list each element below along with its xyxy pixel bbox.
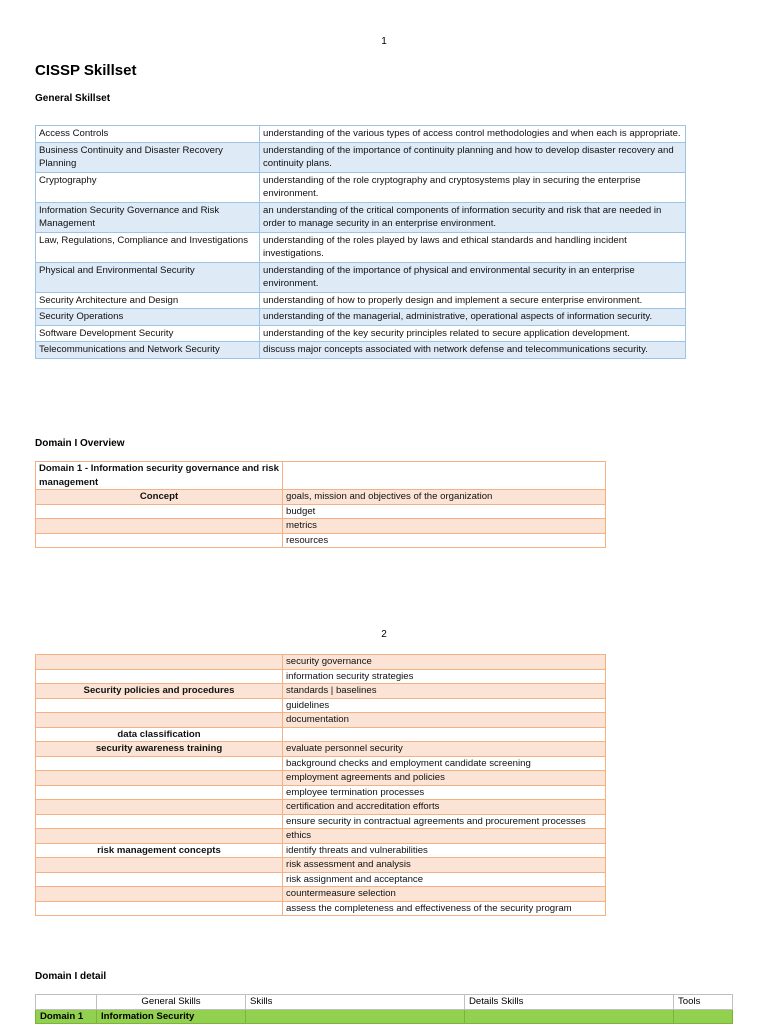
table-row <box>36 858 606 873</box>
header-cell: Skills <box>246 995 465 1010</box>
concept-cell <box>36 800 283 815</box>
table-row <box>36 887 606 902</box>
skill-domain: Physical and Environmental Security <box>36 262 260 292</box>
concept-cell <box>36 655 283 670</box>
table-row <box>36 756 606 771</box>
concept-cell <box>36 669 283 684</box>
table-cell <box>246 1009 465 1024</box>
skill-description: understanding of the importance of physical and environmental security in an enterprise environment. <box>260 262 686 292</box>
concept-cell <box>36 872 283 887</box>
table-row <box>36 142 686 172</box>
table-row <box>36 829 606 844</box>
general-skillset-heading: General Skillset <box>35 93 111 104</box>
item-cell: ethics <box>283 829 606 844</box>
concept-cell <box>36 519 283 534</box>
concept-cell: Security policies and procedures <box>36 684 283 699</box>
page-number: 2 <box>381 629 387 640</box>
table-row <box>36 684 606 699</box>
page-number: 1 <box>381 36 387 47</box>
table-cell <box>283 462 606 490</box>
concept-cell <box>36 814 283 829</box>
skill-description: understanding of the importance of continuity planning and how to develop disaster recovery and continuity plans. <box>260 142 686 172</box>
domain-overview-heading: Domain I Overview <box>35 438 125 449</box>
item-cell: information security strategies <box>283 669 606 684</box>
concept-cell <box>36 771 283 786</box>
skill-domain: Business Continuity and Disaster Recovery Planning <box>36 142 260 172</box>
skill-description: understanding of the managerial, administrative, operational aspects of information security. <box>260 309 686 326</box>
header-cell <box>36 995 97 1010</box>
skill-domain: Telecommunications and Network Security <box>36 342 260 359</box>
item-cell <box>283 727 606 742</box>
table-row <box>36 785 606 800</box>
table-row <box>36 232 686 262</box>
item-cell: risk assignment and acceptance <box>283 872 606 887</box>
skill-description: understanding of the roles played by laws and ethical standards and handling incident investigations. <box>260 232 686 262</box>
skill-description: understanding of the role cryptography and cryptosystems play in securing the enterprise environment. <box>260 172 686 202</box>
table-row <box>36 742 606 757</box>
table-row <box>36 462 606 490</box>
table-row <box>36 325 686 342</box>
document-title: CISSP Skillset <box>35 62 137 79</box>
table-cell: Information Security <box>97 1009 246 1024</box>
item-cell: resources <box>283 533 606 548</box>
item-cell: ensure security in contractual agreements and procurement processes <box>283 814 606 829</box>
table-row <box>36 800 606 815</box>
domain1-overview-table-continued <box>35 654 606 916</box>
table-row <box>36 655 606 670</box>
table-cell <box>465 1009 674 1024</box>
table-row <box>36 504 606 519</box>
concept-cell <box>36 901 283 916</box>
table-row <box>36 713 606 728</box>
item-cell: identify threats and vulnerabilities <box>283 843 606 858</box>
table-row <box>36 1009 733 1024</box>
table-row <box>36 814 606 829</box>
general-skillset-table <box>35 125 686 359</box>
table-row <box>36 872 606 887</box>
skill-description: an understanding of the critical components of information security and risk that are needed in order to manage security in an enterprise environment. <box>260 202 686 232</box>
item-cell: assess the completeness and effectiveness of the security program <box>283 901 606 916</box>
table-row <box>36 901 606 916</box>
item-cell: employee termination processes <box>283 785 606 800</box>
skill-domain: Law, Regulations, Compliance and Investigations <box>36 232 260 262</box>
table-row <box>36 490 606 505</box>
skill-domain: Information Security Governance and Risk Management <box>36 202 260 232</box>
skill-domain: Cryptography <box>36 172 260 202</box>
header-cell: Tools <box>674 995 733 1010</box>
table-row <box>36 172 686 202</box>
concept-cell: security awareness training <box>36 742 283 757</box>
item-cell: documentation <box>283 713 606 728</box>
concept-cell: Concept <box>36 490 283 505</box>
concept-cell: risk management concepts <box>36 843 283 858</box>
concept-cell <box>36 698 283 713</box>
table-row <box>36 292 686 309</box>
concept-cell <box>36 785 283 800</box>
item-cell: employment agreements and policies <box>283 771 606 786</box>
table-row <box>36 771 606 786</box>
table-row <box>36 669 606 684</box>
concept-cell <box>36 858 283 873</box>
item-cell: background checks and employment candidate screening <box>283 756 606 771</box>
concept-cell <box>36 504 283 519</box>
concept-cell <box>36 756 283 771</box>
table-cell <box>674 1009 733 1024</box>
table-row <box>36 843 606 858</box>
table-row <box>36 519 606 534</box>
skill-description: understanding of the various types of access control methodologies and when each is appropriate. <box>260 126 686 143</box>
table-row <box>36 342 686 359</box>
concept-cell <box>36 829 283 844</box>
item-cell: evaluate personnel security <box>283 742 606 757</box>
skill-description: discuss major concepts associated with network defense and telecommunications security. <box>260 342 686 359</box>
item-cell: risk assessment and analysis <box>283 858 606 873</box>
skill-description: understanding of how to properly design and implement a secure enterprise environment. <box>260 292 686 309</box>
item-cell: standards | baselines <box>283 684 606 699</box>
item-cell: budget <box>283 504 606 519</box>
table-header-row <box>36 995 733 1010</box>
skill-domain: Security Architecture and Design <box>36 292 260 309</box>
domain-detail-heading: Domain I detail <box>35 971 107 982</box>
table-row <box>36 698 606 713</box>
domain-header: Domain 1 - Information security governance and risk management <box>36 462 283 490</box>
header-cell: General Skills <box>97 995 246 1010</box>
skill-description: understanding of the key security principles related to secure application development. <box>260 325 686 342</box>
skill-domain: Software Development Security <box>36 325 260 342</box>
table-row <box>36 262 686 292</box>
domain1-overview-table <box>35 461 606 548</box>
table-row <box>36 533 606 548</box>
concept-cell <box>36 887 283 902</box>
table-row <box>36 202 686 232</box>
item-cell: guidelines <box>283 698 606 713</box>
item-cell: metrics <box>283 519 606 534</box>
table-cell: Domain 1 <box>36 1009 97 1024</box>
domain-detail-table <box>35 994 733 1024</box>
table-row <box>36 126 686 143</box>
table-row <box>36 309 686 326</box>
skill-domain: Access Controls <box>36 126 260 143</box>
table-row <box>36 727 606 742</box>
concept-cell <box>36 533 283 548</box>
item-cell: certification and accreditation efforts <box>283 800 606 815</box>
concept-cell <box>36 713 283 728</box>
skill-domain: Security Operations <box>36 309 260 326</box>
item-cell: countermeasure selection <box>283 887 606 902</box>
concept-cell: data classification <box>36 727 283 742</box>
item-cell: security governance <box>283 655 606 670</box>
header-cell: Details Skills <box>465 995 674 1010</box>
item-cell: goals, mission and objectives of the organization <box>283 490 606 505</box>
